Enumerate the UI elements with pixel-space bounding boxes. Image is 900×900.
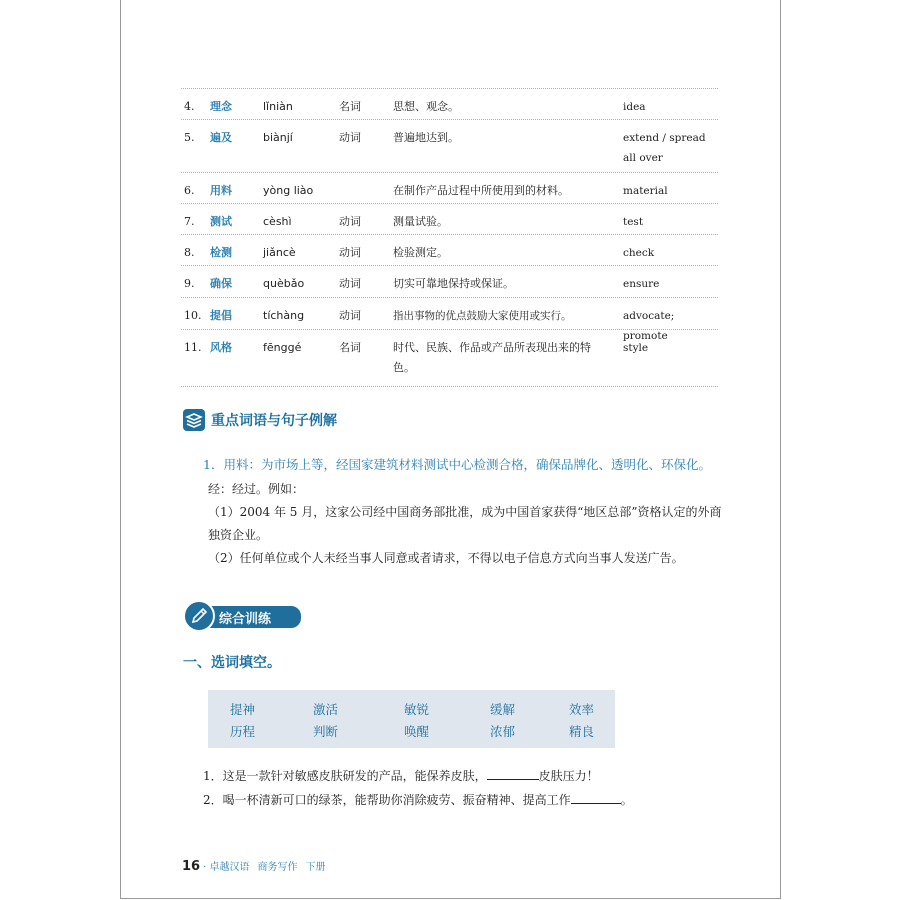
vocab-part-of-speech: 名词	[339, 100, 361, 113]
vocab-word: 理念	[210, 100, 232, 113]
volume-label: 下册	[305, 862, 326, 873]
vocab-number: 11.	[184, 341, 202, 354]
vocab-pinyin: cèshì	[263, 215, 292, 228]
vocab-row	[181, 234, 718, 265]
vocab-number: 4.	[184, 100, 195, 113]
vocab-definition: 思想、观念。	[393, 100, 459, 113]
vocab-number: 10.	[184, 309, 202, 322]
question-2	[203, 791, 633, 808]
vocab-english: check	[623, 247, 655, 259]
word-bank-item: 历程	[230, 724, 256, 739]
vocab-word: 风格	[210, 341, 232, 354]
vocab-row	[181, 172, 718, 203]
vocab-row	[181, 329, 718, 387]
vocab-definition: 指出事物的优点鼓励大家使用或实行。	[393, 310, 572, 322]
section-header-training	[183, 600, 301, 632]
word-bank-item: 浓郁	[490, 724, 516, 739]
vocab-pinyin: quèbǎo	[263, 277, 305, 290]
word-bank-item: 敏锐	[404, 702, 430, 717]
vocab-english: advocate; promote	[623, 310, 675, 342]
vocab-pinyin: lǐniàn	[263, 100, 293, 113]
vocab-english: extend / spread all over	[623, 132, 706, 164]
vocab-definition: 在制作产品过程中所使用到的材料。	[393, 184, 569, 197]
question-1	[203, 767, 599, 784]
example-sentence-1: （1）2004 年 5 月，这家公司经中国商务部批准，成为中国首家获得“地区总部”资格认定的外商	[208, 505, 722, 519]
vocab-pinyin: jiǎncè	[263, 246, 296, 259]
vocab-english: style	[623, 342, 649, 354]
vocabulary-table	[181, 88, 718, 387]
word-bank-item: 唤醒	[404, 724, 430, 739]
vocab-part-of-speech: 名词	[339, 341, 361, 354]
series-title: 商务写作	[257, 862, 298, 873]
vocab-definition: 测量试验。	[393, 215, 448, 228]
vocab-pinyin: fēnggé	[263, 341, 302, 354]
vocab-row	[181, 119, 718, 172]
answer-blank[interactable]	[487, 767, 539, 780]
word-bank-item: 缓解	[490, 702, 516, 717]
vocab-part-of-speech: 动词	[339, 131, 361, 144]
question-text: 2．喝一杯清新可口的绿茶，能帮助你消除疲劳、振奋精神、提高工作	[203, 793, 571, 807]
vocab-definition: 时代、民族、作品或产品所表现出来的特色。	[393, 341, 591, 374]
vocab-definition: 普遍地达到。	[393, 131, 459, 144]
vocab-part-of-speech: 动词	[339, 277, 361, 290]
page-number: 16	[182, 859, 201, 874]
section-header-key-words	[183, 409, 337, 431]
example-sentence-2: （2）任何单位或个人未经当事人同意或者请求，不得以电子信息方式向当事人发送广告。	[208, 551, 684, 565]
word-bank-item: 提神	[230, 702, 256, 717]
vocab-row	[181, 203, 718, 234]
vocab-word: 确保	[210, 277, 232, 290]
vocab-number: 5.	[184, 131, 195, 144]
example-gloss: 经：经过。例如：	[208, 482, 305, 496]
vocab-part-of-speech: 动词	[339, 246, 361, 259]
layers-icon	[183, 409, 205, 431]
word-bank	[208, 690, 615, 748]
section-title: 综合训练	[219, 612, 272, 627]
section-title: 重点词语与句子例解	[211, 413, 337, 429]
word-bank-item: 效率	[569, 702, 595, 717]
word-bank-item: 精良	[569, 724, 595, 739]
vocab-number: 8.	[184, 246, 195, 259]
vocab-number: 6.	[184, 184, 195, 197]
vocab-definition: 切实可靠地保持或保证。	[393, 277, 514, 290]
vocab-english: test	[623, 216, 644, 228]
vocab-word: 提倡	[210, 309, 232, 322]
vocab-number: 9.	[184, 277, 195, 290]
question-text: 皮肤压力！	[538, 769, 599, 783]
vocab-definition: 检验测定。	[393, 246, 448, 259]
vocab-row	[181, 297, 718, 342]
vocab-word: 遍及	[210, 131, 232, 144]
book-title: · 卓越汉语	[203, 862, 250, 873]
vocab-pinyin: tíchàng	[263, 309, 305, 322]
question-text: 1．这是一款针对敏感皮肤研发的产品，能保养皮肤，	[203, 769, 487, 783]
question-text: 。	[620, 793, 633, 807]
page-footer	[182, 858, 325, 874]
vocab-word: 测试	[210, 215, 232, 228]
vocab-word: 检测	[210, 246, 232, 259]
vocab-part-of-speech: 动词	[339, 309, 361, 322]
vocab-pinyin: yòng liào	[263, 184, 314, 197]
vocab-english: material	[623, 185, 668, 197]
vocab-word: 用料	[210, 184, 232, 197]
answer-blank[interactable]	[571, 791, 621, 804]
example-sentence-1-cont: 独资企业。	[208, 528, 269, 542]
vocab-row	[181, 265, 718, 297]
vocab-number: 7.	[184, 215, 195, 228]
vocab-pinyin: biànjí	[263, 131, 293, 144]
example-heading: 1．用料：为市场上等，经国家建筑材料测试中心检测合格，确保品牌化、透明化、环保化。	[203, 457, 711, 472]
vocab-part-of-speech: 动词	[339, 215, 361, 228]
vocab-english: idea	[623, 101, 646, 113]
exercise-title: 一、选词填空。	[183, 655, 281, 671]
pencil-icon	[183, 600, 215, 632]
word-bank-item: 激活	[313, 702, 339, 717]
vocab-english: ensure	[623, 278, 660, 290]
vocab-row	[181, 88, 718, 119]
word-bank-item: 判断	[313, 724, 339, 739]
